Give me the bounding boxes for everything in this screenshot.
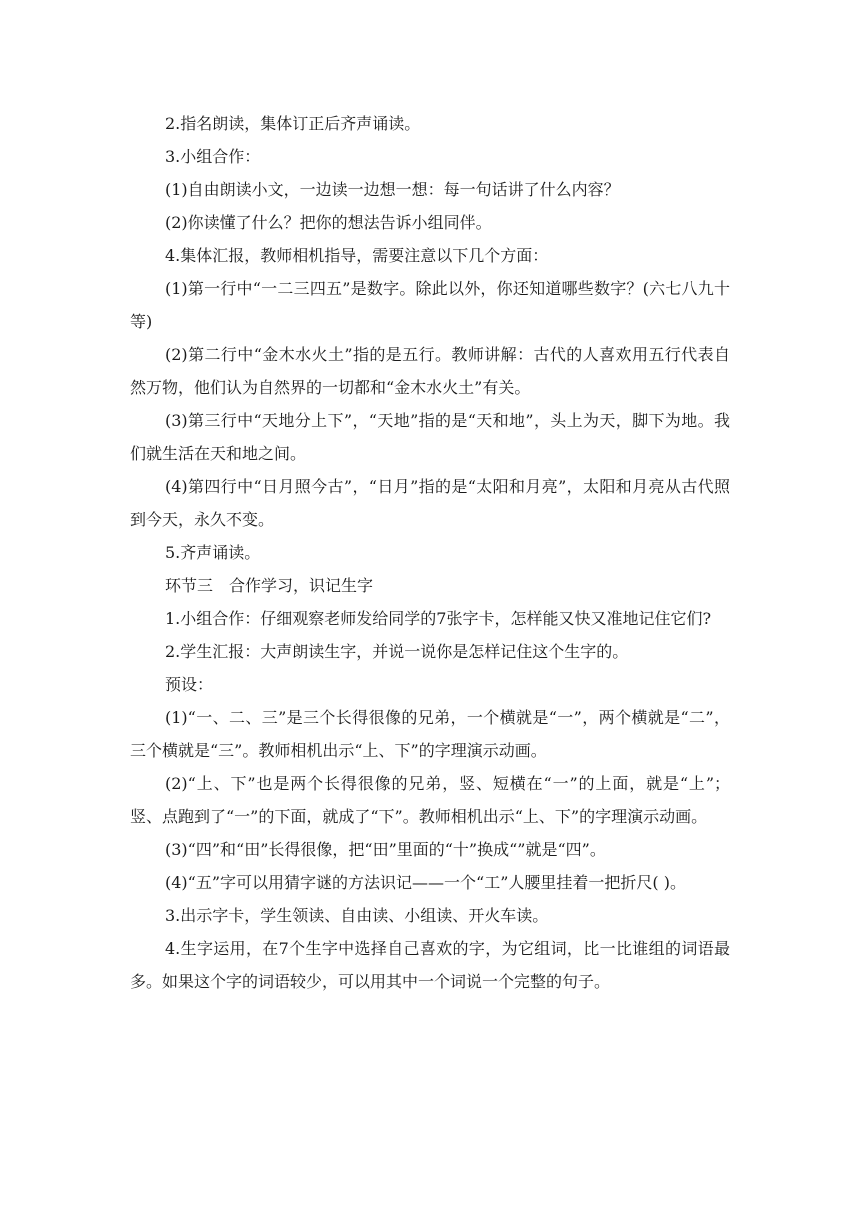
paragraph-15: (1)“一、二、三”是三个长得很像的兄弟，一个横就是“一”，两个横就是“二”，三个横就是“三”。教师相机出示“上、下”的字理演示动画。 [130, 708, 730, 760]
paragraph-8: (3)第三行中“天地分上下”，“天地”指的是“天和地”，头上为天，脚下为地。我们就生活在天和地之间。 [130, 411, 730, 463]
paragraph-9: (4)第四行中“日月照今古”，“日月”指的是“太阳和月亮”，太阳和月亮从古代照到今天，永久不变。 [130, 477, 730, 529]
paragraph-2: 3.小组合作： [165, 147, 261, 166]
paragraph-7: (2)第二行中“金木水火土”指的是五行。教师讲解：古代的人喜欢用五行代表自然万物，他们认为自然界的一切都和“金木水火土”有关。 [130, 345, 730, 397]
paragraph-10: 5.齐声诵读。 [165, 543, 261, 562]
paragraph-4: (2)你读懂了什么？把你的想法告诉小组同伴。 [165, 213, 492, 232]
paragraph-1: 2.指名朗读，集体订正后齐声诵读。 [165, 114, 421, 133]
paragraph-17: (3)“四”和“田”长得很像，把“田”里面的“十”换成“”就是“四”。 [165, 840, 606, 859]
paragraph-13: 2.学生汇报：大声朗读生字，并说一说你是怎样记住这个生字的。 [165, 642, 629, 661]
paragraph-20: 4.生字运用，在7个生字中选择自己喜欢的字，为它组词，比一比谁组的词语最多。如果这个字的词语较少，可以用其中一个词说一个完整的句子。 [130, 939, 730, 991]
paragraph-14: 预设： [165, 675, 214, 694]
paragraph-19: 3.出示字卡，学生领读、自由读、小组读、开火车读。 [165, 906, 549, 925]
document-page [130, 107, 730, 998]
paragraph-18: (4)“五”字可以用猜字谜的方法识记——一个“工”人腰里挂着一把折尺( )。 [165, 873, 686, 892]
paragraph-3: (1)自由朗读小文，一边读一边想一想：每一句话讲了什么内容？ [165, 180, 620, 199]
paragraph-16: (2)“上、下”也是两个长得很像的兄弟，竖、短横在“一”的上面，就是“上”；竖、点跑到了“一”的下面，就成了“下”。教师相机出示“上、下”的字理演示动画。 [130, 774, 730, 826]
paragraph-12: 1.小组合作：仔细观察老师发给同学的7张字卡，怎样能又快又准地记住它们? [165, 609, 712, 628]
paragraph-5: 4.集体汇报，教师相机指导，需要注意以下几个方面： [165, 246, 549, 265]
section-heading: 环节三 合作学习，识记生字 [165, 576, 374, 595]
paragraph-6: (1)第一行中“一二三四五”是数字。除此以外，你还知道哪些数字？(六七八九十等) [130, 279, 730, 331]
